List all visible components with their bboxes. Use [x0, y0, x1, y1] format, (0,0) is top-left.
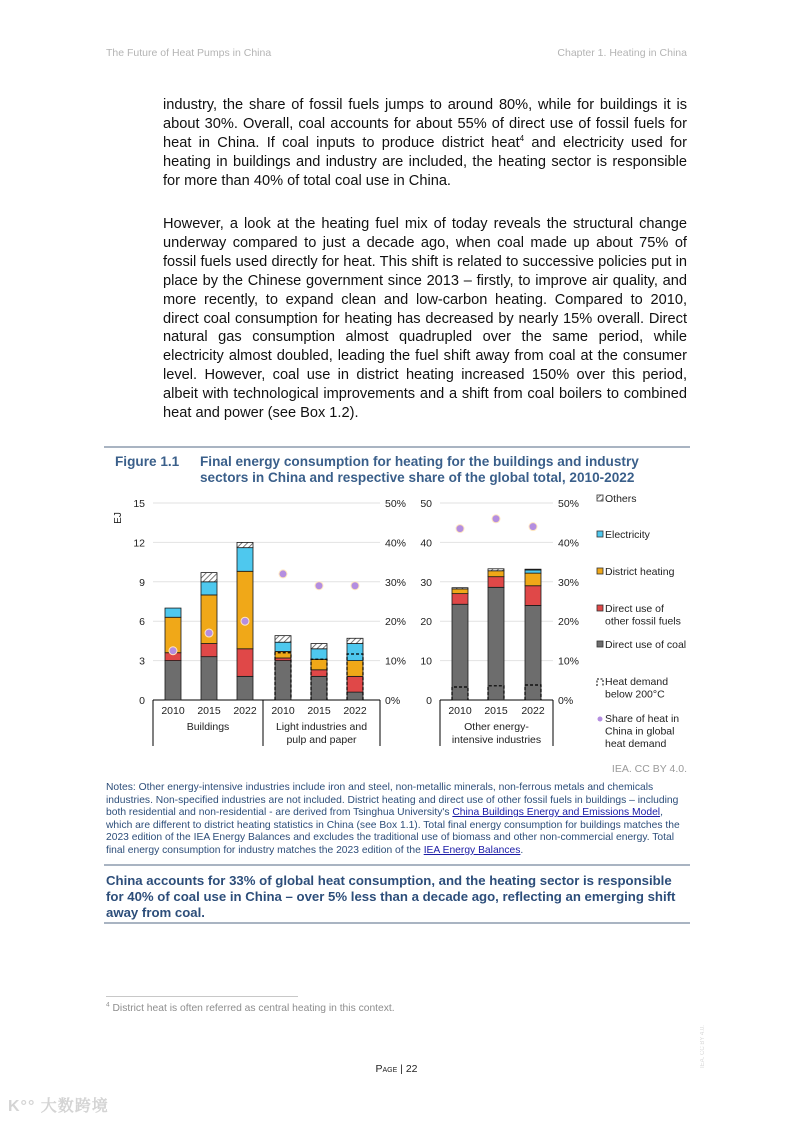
legend-swatch-others	[597, 495, 603, 501]
legend-swatch-district-heating	[597, 568, 603, 574]
running-header-chapter: Chapter 1. Heating in China	[557, 47, 687, 59]
footnote-text: District heat is often referred as central heating in this context.	[109, 1003, 395, 1014]
footnote-number: 4	[106, 1001, 110, 1009]
page-number-value: 22	[405, 1063, 418, 1075]
legend-label-other-fossil	[605, 603, 681, 628]
legend-label-coal	[605, 639, 686, 651]
bar-segment-others	[275, 636, 291, 643]
bar-segment-others	[452, 588, 468, 589]
notes-text-b: , which are different to district heating statistics in China (see Box 1.1). Total final energy consumption for buildings matches the 2023 edition of the IEA Energy Balances and excludes the traditional use of biomass and other non-commercial energy. Total final energy consumption for industry matches the 2023 edition of the	[106, 807, 680, 856]
bar-segment-coal	[165, 661, 181, 700]
legend-label-line: Heat demand	[605, 676, 669, 688]
share-dot	[529, 523, 537, 531]
bar-segment-other-fossil	[347, 676, 363, 692]
legend-label-line: Direct use of	[605, 603, 664, 615]
legend-label-electricity	[605, 529, 651, 541]
x-tick-label: 2010	[448, 705, 472, 717]
figure-credit: IEA. CC BY 4.0.	[611, 763, 687, 775]
y2-tick-label: 50%	[558, 498, 580, 510]
y2-tick-label: 20%	[385, 616, 407, 629]
legend-swatch-share	[598, 717, 603, 722]
share-dot	[315, 582, 323, 590]
legend-label-others	[605, 493, 637, 505]
x-tick-label: 2015	[197, 705, 221, 717]
bar-segment-others	[311, 644, 327, 649]
page-separator: |	[397, 1063, 406, 1075]
x-tick-label: 2022	[233, 705, 257, 717]
y-tick-label: 9	[139, 576, 145, 589]
page-label: Page	[375, 1063, 398, 1075]
y-tick-label: 50	[420, 498, 432, 510]
figure-chart	[0, 490, 793, 760]
bar-segment-district-heating	[488, 571, 504, 577]
group-label: Other energy-	[464, 721, 529, 733]
y-tick-label: 10	[420, 655, 432, 668]
legend-label-line: China in global	[605, 725, 675, 738]
bar-segment-coal	[347, 692, 363, 700]
legend-swatch-electricity	[597, 531, 603, 537]
paragraph-1-text-a: industry, the share of fossil fuels jumps to around 80%, while for buildings it is about 30%. Overall, coal accounts for about 55% of direct use of fossil fuels for heat in China. If coal inputs to produce district heat	[163, 97, 687, 151]
page-number	[0, 1063, 793, 1075]
legend-swatch-coal	[597, 641, 603, 647]
side-license-mark: IEA. CC BY 4.0.	[700, 1025, 706, 1068]
figure-label: Figure 1.1	[115, 454, 180, 469]
y-tick-label: 30	[420, 576, 432, 589]
key-message-top-rule	[104, 864, 690, 866]
body-paragraph-2: However, a look at the heating fuel mix of today reveals the structural change underway compared to just a decade ago, when coal made up about 75% of fossil fuels used directly for heat. This shift is related to successive policies put in place by the Chinese government since 2013 – firstly, to improve air quality, and more recently, to expand clean and low-carbon heating. Compared to 2010, direct coal consumption for heating has decreased by nearly 15% overall. Direct natural gas consumption almost quadrupled over the same period, while electricity almost doubled, leading the fuel shift away from coal at the consumer level. However, coal use in district heating increased 150% over this period, albeit with technological improvements and a shift from coal boilers to combined heat and power (see Box 1.2).	[163, 216, 687, 422]
bar-segment-other-fossil	[488, 577, 504, 588]
y-axis-label: EJ	[113, 512, 124, 524]
legend-label-line: Direct use of coal	[605, 639, 687, 651]
y2-tick-label: 0%	[385, 695, 401, 707]
y2-tick-label: 40%	[558, 537, 580, 550]
bar-segment-coal	[488, 587, 504, 700]
y-tick-label: 6	[139, 616, 145, 629]
y2-tick-label: 30%	[385, 576, 407, 589]
y2-tick-label: 0%	[558, 695, 574, 707]
link-china-buildings-model[interactable]: China Buildings Energy and Emissions Model	[452, 807, 661, 819]
figure-top-rule	[104, 446, 690, 448]
legend-label-line: below 200°C	[605, 688, 665, 701]
legend-label-district-heating	[605, 566, 675, 578]
notes-text-c: .	[520, 844, 524, 856]
bar-segment-other-fossil	[452, 594, 468, 605]
running-header-title: The Future of Heat Pumps in China	[106, 47, 272, 59]
bar-segment-coal	[525, 605, 541, 700]
y2-tick-label: 20%	[558, 616, 580, 629]
legend-label-line: Others	[605, 493, 637, 505]
bar-segment-district-heating	[237, 571, 253, 648]
share-dot	[279, 570, 287, 578]
bar-segment-other-fossil	[525, 586, 541, 606]
bar-segment-district-heating	[347, 661, 363, 677]
legend-swatch-other-fossil	[597, 605, 603, 611]
y2-tick-label: 50%	[385, 498, 407, 510]
footnote	[106, 1003, 395, 1014]
share-dot	[241, 617, 249, 625]
notes-text-a: Notes: Other energy-intensive industries include iron and steel, non-metallic minerals, non-ferrous metals and chemicals industries. Non-specified industries are not included. District heating and direct use of other fossil fuels in buildings – including both residential and non-residential - are derived from Tsinghua University's	[106, 782, 679, 819]
paragraph-1-text-b: and electricity used for heating in buildings and industry are included, the heating sector is responsible for more than 40% of total coal use in China.	[163, 134, 687, 189]
legend-label-share	[605, 713, 679, 750]
y2-tick-label: 10%	[558, 655, 580, 668]
x-tick-label: 2015	[307, 705, 331, 717]
y-tick-label: 12	[133, 537, 145, 550]
bar-segment-electricity	[165, 608, 181, 617]
legend-label-line: Share of heat in	[605, 713, 680, 725]
bar-segment-others	[525, 569, 541, 570]
bar-segment-electricity	[347, 644, 363, 661]
bar-segment-others	[347, 638, 363, 643]
bar-segment-coal	[201, 657, 217, 700]
x-tick-label: 2015	[484, 705, 508, 717]
legend-label-line: other fossil fuels	[605, 615, 681, 628]
bar-segment-electricity	[311, 649, 327, 660]
share-dot	[351, 582, 359, 590]
x-tick-label: 2010	[271, 705, 295, 717]
bar-segment-coal	[311, 676, 327, 700]
legend-label-heat-below-200	[605, 676, 668, 701]
footnote-separator	[106, 996, 298, 997]
footnote-reference[interactable]: 4	[519, 133, 525, 143]
bar-segment-electricity	[275, 642, 291, 651]
bar-segment-coal	[452, 604, 468, 700]
group-label: pulp and paper	[286, 734, 357, 746]
bar-segment-district-heating	[525, 573, 541, 586]
share-dot	[205, 629, 213, 637]
y2-tick-label: 40%	[385, 537, 407, 550]
bar-segment-others	[201, 573, 217, 582]
y-tick-label: 15	[133, 498, 145, 510]
y-tick-label: 0	[426, 695, 432, 707]
key-message: China accounts for 33% of global heat consumption, and the heating sector is responsible for 40% of coal use in China – over 5% less than a decade ago, reflecting an emerging shift away from coal.	[106, 873, 676, 920]
watermark-logo: K°° 大数跨境	[8, 1098, 109, 1115]
share-dot	[456, 525, 464, 533]
bar-segment-district-heating	[452, 589, 468, 594]
y2-tick-label: 10%	[385, 655, 407, 668]
legend-swatch-heat-below-200	[597, 679, 603, 686]
y2-tick-label: 30%	[558, 576, 580, 589]
x-tick-label: 2022	[343, 705, 367, 717]
y-tick-label: 20	[420, 616, 432, 629]
bar-segment-others	[237, 542, 253, 547]
bar-segment-coal	[237, 676, 253, 700]
bar-segment-others	[488, 569, 504, 571]
bar-segment-electricity	[237, 548, 253, 572]
group-label: Light industries and	[275, 721, 368, 733]
body-paragraph-1	[163, 96, 687, 191]
bar-segment-district-heating	[311, 659, 327, 670]
x-tick-label: 2010	[161, 705, 185, 717]
figure-title: Final energy consumption for heating for the buildings and industry sectors in China and respective share of the global total, 2010-2022	[200, 454, 639, 485]
legend-label-line: heat demand	[605, 738, 667, 750]
legend-label-line: District heating	[605, 566, 675, 578]
group-label: Buildings	[186, 721, 230, 733]
bar-segment-electricity	[525, 570, 541, 573]
x-tick-label: 2022	[521, 705, 545, 717]
figure-notes	[106, 782, 690, 858]
bar-segment-coal	[275, 661, 291, 700]
bar-segment-other-fossil	[201, 644, 217, 657]
bar-segment-other-fossil	[311, 670, 327, 677]
share-dot	[169, 647, 177, 655]
link-iea-energy-balances[interactable]: IEA Energy Balances	[423, 844, 521, 856]
key-message-bottom-rule	[104, 922, 690, 924]
y-tick-label: 0	[139, 695, 145, 707]
share-dot	[492, 515, 500, 523]
y-tick-label: 3	[139, 655, 145, 668]
bar-segment-other-fossil	[237, 649, 253, 677]
y-tick-label: 40	[420, 537, 432, 550]
legend-label-line: Electricity	[605, 529, 650, 541]
group-label: intensive industries	[451, 734, 542, 746]
bar-segment-electricity	[201, 582, 217, 595]
